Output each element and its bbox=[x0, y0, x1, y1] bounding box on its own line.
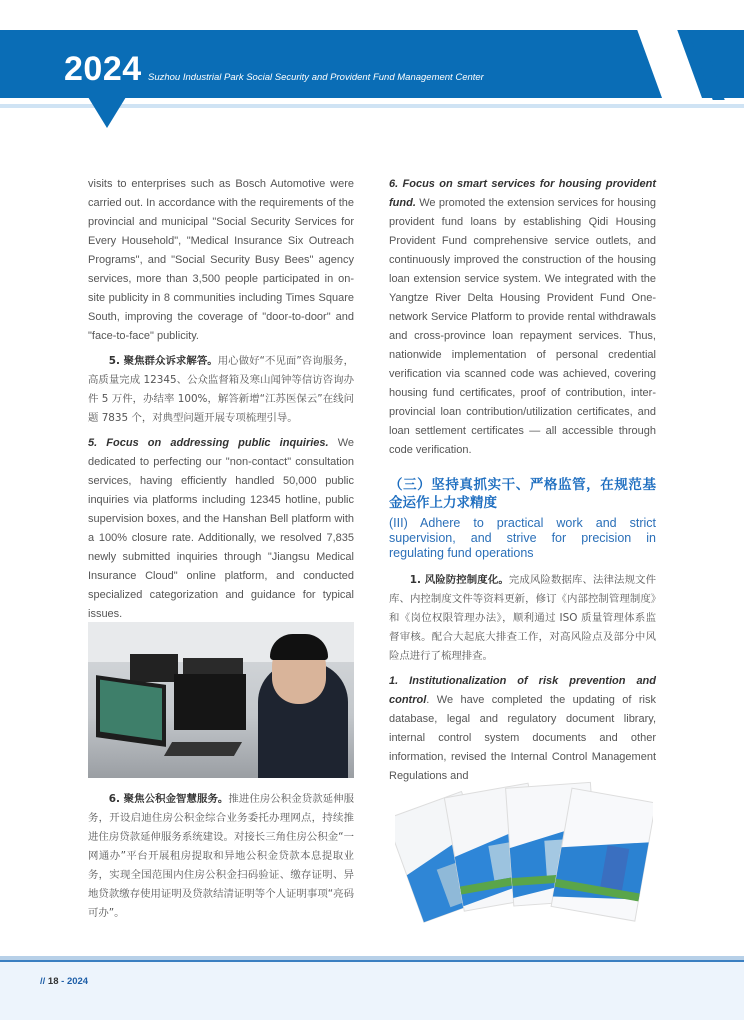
header-pointer-decoration bbox=[88, 97, 126, 128]
cn-item-6 bbox=[88, 790, 354, 923]
cn-risk-item-1-body: 完成风险数据库、法律法规文件库、内控制度文件等资料更新，修订《内部控制管理制度》和《岗位权限管理办法》，顺利通过 ISO 质量管理体系监督审核。配合大起底大排查工作，对高风险点及部分中风险点进行了梳理排查。 bbox=[389, 574, 657, 662]
section-heading-cn: （三）坚持真抓实干、严格监管，在规范基金运作上力求精度 bbox=[389, 477, 656, 511]
page-number bbox=[40, 976, 88, 987]
right-column bbox=[389, 175, 656, 792]
footer-year: 2024 bbox=[66, 976, 89, 987]
section-heading-en: (III) Adhere to practical work and strict supervision, and strive for precision in regulating fund operations bbox=[389, 516, 656, 560]
en-risk-item-1-body: . We have completed the updating of risk database, legal and regulatory document library, internal control system documents and other information, revised the Internal Control Management Regulations and bbox=[389, 694, 656, 782]
handbooks-photo bbox=[395, 775, 653, 930]
footer-page: 18 bbox=[47, 976, 59, 987]
en-item-6-title: 6. Focus on smart services for housing provident fund. bbox=[389, 178, 656, 209]
cn-item-6-title: 6. 聚焦公积金智慧服务。 bbox=[108, 793, 229, 805]
office-worker-photo bbox=[88, 622, 354, 778]
en-item-5-body: We dedicated to perfecting our "non-contact" consultation services, having efficiently handled 50,000 public inquiries via platforms including 12345 hotline, public supervision boxes, and the Hanshan Bell platform with a 100% closure rate. Additionally, we resolved 7,835 newly submitted inquiries through "Jiangsu Medical Insurance Cloud" online platform, and conducted specialized categorization and guidance for typical issues. bbox=[88, 437, 354, 620]
footer-band bbox=[0, 962, 744, 1020]
cn-item-6-body: 推进住房公积金贷款延伸服务，开设启迪住房公积金综合业务委托办理网点，持续推进住房贷款延伸服务系统建设。对接长三角住房公积金“一网通办”平台开展租房提取和异地公积金贷款本息提取业务，实现全国范围内住房公积金扫码验证、缴存证明、异地贷款缴存使用证明及贷款结清证明等个人证明事项“亮码可办”。 bbox=[88, 793, 354, 919]
en-item-6 bbox=[389, 175, 656, 460]
en-item-6-body: We promoted the extension services for housing provident fund loans by establishing Qidi Housing Provident Fund comprehensive service outlets, and continuously improved the construction of the housing loan extension service system. We integrated with the Yangtze River Delta Housing Provident Fund One-network Service Platform to provide rental withdrawals and cross-province loan repayment services. Thus, nationwide implementation of personal credential verification via scanned code was achieved, covering housing fund certificates, proof of contribution, inter-provincial loan contribution/utilization certificates, and loan settlement certificates — all accessible through code verification. bbox=[389, 197, 656, 456]
cn-item-5 bbox=[88, 352, 354, 428]
cn-risk-item-1 bbox=[389, 571, 656, 666]
footer-slashes: // bbox=[40, 976, 46, 987]
footer-sep: - bbox=[58, 976, 67, 987]
en-risk-item-1 bbox=[389, 672, 656, 786]
en-item-5 bbox=[88, 434, 354, 624]
intro-paragraph: visits to enterprises such as Bosch Automotive were carried out. In accordance with the requirements of the provincial and municipal "Social Security Services for Every Household", "Medical Insurance Six Outreach Programs", and "Social Security Busy Bees" agency services, more than 3,500 people participated in on-site publicity in 8 communities including Times Square South, improving the coverage of "door-to-door" and "face-to-face" publicity. bbox=[88, 178, 354, 342]
en-risk-item-1-title: 1. Institutionalization of risk prevention and control bbox=[389, 675, 656, 706]
header-org-name: Suzhou Industrial Park Social Security and Provident Fund Management Center bbox=[148, 72, 484, 83]
cn-item-5-title: 5. 聚焦群众诉求解答。 bbox=[108, 355, 218, 367]
header-year: 2024 bbox=[64, 50, 142, 88]
cn-risk-item-1-title: 1. 风险防控制度化。 bbox=[409, 574, 509, 586]
left-column bbox=[88, 175, 354, 630]
cn-item-5-body: 用心做好“不见面”咨询服务，高质量完成 12345、公众监督箱及寒山闻钟等信访咨询办件 5 万件，办结率 100%，解答新增“江苏医保云”在线问题 7835 个，对典型问题开展专项梳理引导。 bbox=[88, 355, 354, 424]
left-column-bottom bbox=[88, 790, 354, 929]
en-item-5-title: 5. Focus on addressing public inquiries. bbox=[88, 437, 329, 449]
